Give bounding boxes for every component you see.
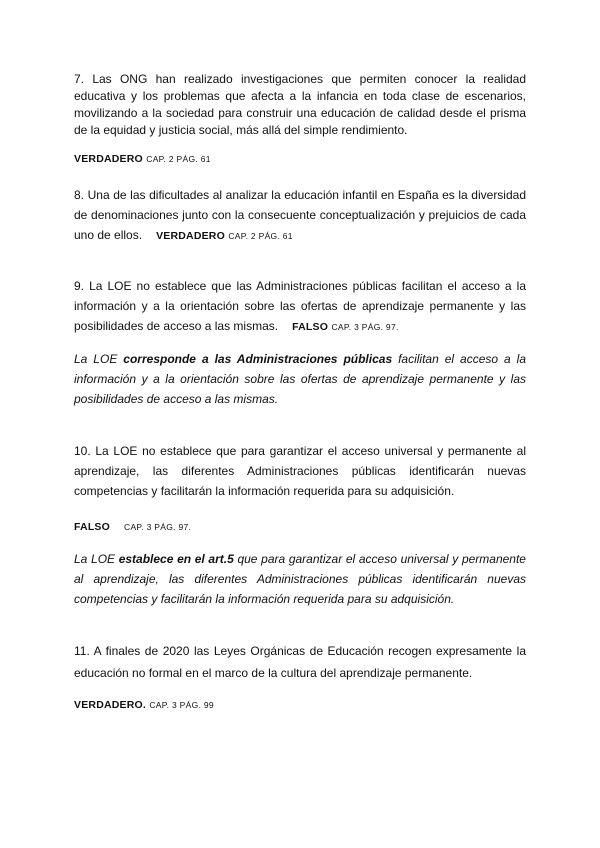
correction-emphasis: establece en el art.5 (118, 552, 234, 566)
answer-10 (74, 518, 526, 536)
question-8-text: 8. Una de las dificultades al analizar la educación infantil en España es la diversidad de denominaciones junto con la consecuente conceptualización y prejuicios de cada uno de ellos. (74, 188, 526, 242)
answer-label: VERDADERO (74, 153, 143, 165)
answer-label: FALSO (74, 521, 111, 533)
question-10 (74, 441, 526, 501)
page-reference: CAP. 2 PÁG. 61 (228, 231, 293, 241)
question-9 (74, 276, 526, 337)
question-11 (74, 640, 526, 684)
correction-10: La LOE establece en el art.5 que para garantizar el acceso universal y permanente al aprendizaje, las diferentes Administraciones públicas identificarán nuevas competencias y facilitarán la información requerida para su adquisición. (74, 552, 526, 606)
answer-label: VERDADERO. (74, 699, 147, 711)
correction-emphasis: corresponde a las Administraciones públicas (123, 352, 393, 366)
page-reference: CAP. 3 PÁG. 99 (149, 700, 214, 710)
question-11-text: 11. A finales de 2020 las Leyes Orgánicas de Educación recogen expresamente la educación no formal en el marco de la cultura del aprendizaje permanente. (74, 644, 526, 680)
question-8 (74, 185, 526, 246)
answer-label: VERDADERO (156, 230, 225, 242)
page-reference: CAP. 3 PÁG. 97. (124, 522, 192, 532)
answer-label: FALSO (292, 321, 329, 333)
answer-7 (74, 150, 526, 168)
question-9-text: 9. La LOE no establece que las Administraciones públicas facilitan el acceso a la información y a la orientación sobre las ofertas de aprendizaje permanente y las posibilidades de acceso a las mismas. (74, 279, 526, 333)
answer-11 (74, 696, 526, 714)
question-7-text: 7. Las ONG han realizado investigaciones que permiten conocer la realidad educativa y los problemas que afecta a la infancia en toda clase de escenarios, movilizando a la sociedad para construir una educación de calidad desde el prisma de la equidad y justicia social, más allá del simple rendimiento. (74, 72, 526, 137)
correction-9: La LOE corresponde a las Administraciones públicas facilitan el acceso a la información y a la orientación sobre las ofertas de aprendizaje permanente y las posibilidades de acceso a las mismas. (74, 352, 527, 406)
question-7 (74, 71, 526, 139)
page-reference: CAP. 3 PÁG. 97. (331, 322, 399, 332)
question-10-text: 10. La LOE no establece que para garantizar el acceso universal y permanente al aprendizaje, las diferentes Administraciones públicas identificarán nuevas competencias y facilitarán la información requerida para su adquisición. (74, 444, 526, 498)
page-reference: CAP. 2 PÁG. 61 (146, 154, 211, 164)
